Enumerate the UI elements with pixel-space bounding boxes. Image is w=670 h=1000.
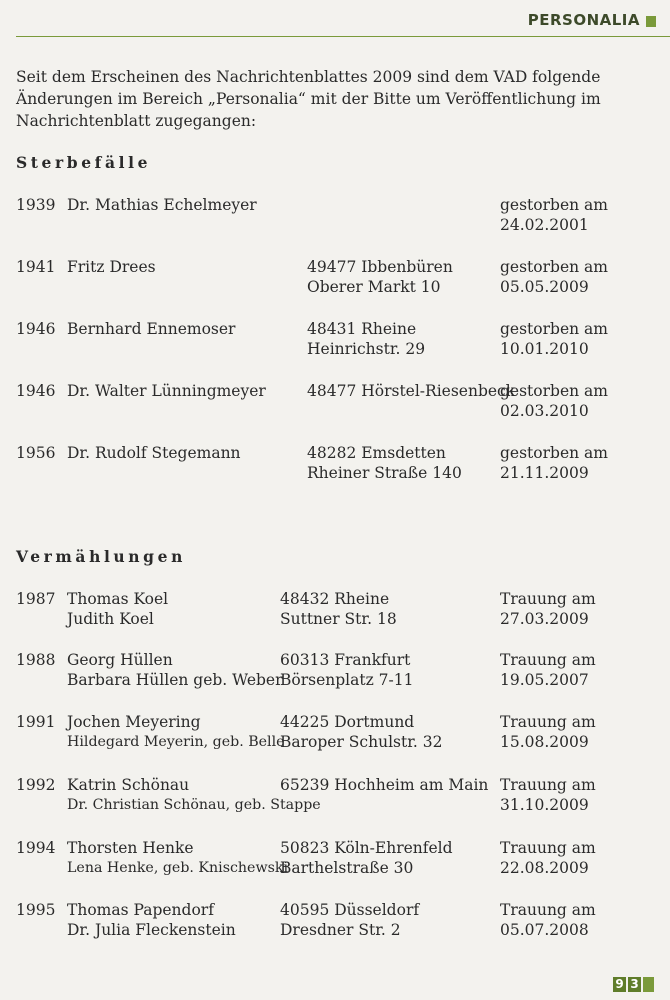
death-year: 1939 [16, 196, 56, 214]
marriage-name-2: Dr. Christian Schönau, geb. Stappe [67, 797, 321, 813]
marriage-row [0, 712, 670, 756]
marriage-year: 1995 [16, 901, 56, 919]
death-year: 1941 [16, 258, 56, 276]
marriage-name-2: Hildegard Meyerin, geb. Belle [67, 734, 285, 750]
marriage-street: Dresdner Str. 2 [280, 921, 401, 939]
marriage-street: Baroper Schulstr. 32 [280, 733, 443, 751]
marriage-place: 40595 Düsseldorf [280, 901, 420, 919]
marriage-date: 31.10.2009 [500, 796, 589, 814]
death-date: 24.02.2001 [500, 216, 589, 234]
death-status: gestorben am [500, 320, 608, 338]
heading-sterbefaelle: Sterbefälle [16, 153, 152, 172]
marriage-row [0, 650, 670, 694]
death-year: 1946 [16, 320, 56, 338]
marriage-status: Trauung am [500, 713, 596, 731]
intro-paragraph: Seit dem Erscheinen des Nachrichtenblattes 2009 sind dem VAD folgende Änderungen im Bereich „Personalia“ mit der Bitte um Veröffentlichung im Nachrichtenblatt zugegangen: [16, 68, 601, 130]
marriage-place: 65239 Hochheim am Main [280, 776, 489, 794]
marriage-street: Barthelstraße 30 [280, 859, 414, 877]
page-number-digit: 9 [613, 977, 626, 992]
death-row [0, 443, 670, 487]
death-row [0, 381, 670, 425]
marriage-row [0, 838, 670, 882]
marriage-name-1: Thomas Koel [67, 590, 169, 608]
marriage-place: 60313 Frankfurt [280, 651, 411, 669]
death-status: gestorben am [500, 382, 608, 400]
marriage-name-1: Thomas Papendorf [67, 901, 214, 919]
death-name: Dr. Rudolf Stegemann [67, 444, 241, 462]
section-title: PERSONALIA [527, 11, 640, 29]
marriage-place: 48432 Rheine [280, 590, 390, 608]
marriage-row [0, 589, 670, 633]
page-number-digit: 3 [628, 977, 641, 992]
death-date: 10.01.2010 [500, 340, 589, 358]
death-row [0, 257, 670, 301]
heading-vermaehlungen: Vermählungen [16, 547, 186, 566]
page-number [613, 977, 654, 992]
marriage-name-1: Thorsten Henke [67, 839, 194, 857]
marriage-row [0, 775, 670, 819]
death-place: 48431 Rheine [307, 320, 417, 338]
marriage-street: Börsenplatz 7-11 [280, 671, 414, 689]
marriage-place: 44225 Dortmund [280, 713, 415, 731]
death-status: gestorben am [500, 196, 608, 214]
death-year: 1956 [16, 444, 56, 462]
death-status: gestorben am [500, 444, 608, 462]
death-place: 48477 Hörstel-Riesenbeck [307, 382, 516, 400]
marriage-date: 15.08.2009 [500, 733, 589, 751]
marriage-name-1: Katrin Schönau [67, 776, 190, 794]
death-place: 48282 Emsdetten [307, 444, 446, 462]
death-date: 02.03.2010 [500, 402, 589, 420]
marriage-name-2: Dr. Julia Fleckenstein [67, 921, 236, 939]
death-date: 05.05.2009 [500, 278, 589, 296]
death-street: Rheiner Straße 140 [307, 464, 462, 482]
death-row [0, 195, 670, 239]
death-name: Fritz Drees [67, 258, 156, 276]
marriage-status: Trauung am [500, 651, 596, 669]
death-name: Dr. Walter Lünningmeyer [67, 382, 266, 400]
marriage-date: 05.07.2008 [500, 921, 589, 939]
marriage-status: Trauung am [500, 776, 596, 794]
marriage-row [0, 900, 670, 944]
marriage-year: 1994 [16, 839, 56, 857]
marriage-street: Suttner Str. 18 [280, 610, 397, 628]
death-year: 1946 [16, 382, 56, 400]
marriage-date: 22.08.2009 [500, 859, 589, 877]
marriage-year: 1991 [16, 713, 56, 731]
marriage-year: 1987 [16, 590, 56, 608]
marriage-status: Trauung am [500, 590, 596, 608]
header-square-icon [646, 16, 656, 27]
death-place: 49477 Ibbenbüren [307, 258, 453, 276]
marriage-name-2: Barbara Hüllen geb. Weber [67, 671, 283, 689]
marriage-name-1: Jochen Meyering [67, 713, 201, 731]
marriage-status: Trauung am [500, 901, 596, 919]
marriage-status: Trauung am [500, 839, 596, 857]
marriage-date: 19.05.2007 [500, 671, 589, 689]
death-date: 21.11.2009 [500, 464, 589, 482]
death-name: Bernhard Ennemoser [67, 320, 236, 338]
marriage-place: 50823 Köln-Ehrenfeld [280, 839, 453, 857]
marriage-name-2: Judith Koel [67, 610, 154, 628]
marriage-year: 1992 [16, 776, 56, 794]
marriage-name-2: Lena Henke, geb. Knischewski [67, 860, 289, 876]
marriage-name-1: Georg Hüllen [67, 651, 173, 669]
death-name: Dr. Mathias Echelmeyer [67, 196, 257, 214]
page-header [16, 6, 670, 37]
marriage-year: 1988 [16, 651, 56, 669]
death-status: gestorben am [500, 258, 608, 276]
marriage-date: 27.03.2009 [500, 610, 589, 628]
death-street: Oberer Markt 10 [307, 278, 441, 296]
death-row [0, 319, 670, 363]
death-street: Heinrichstr. 29 [307, 340, 426, 358]
page-number-square-icon [643, 977, 654, 992]
